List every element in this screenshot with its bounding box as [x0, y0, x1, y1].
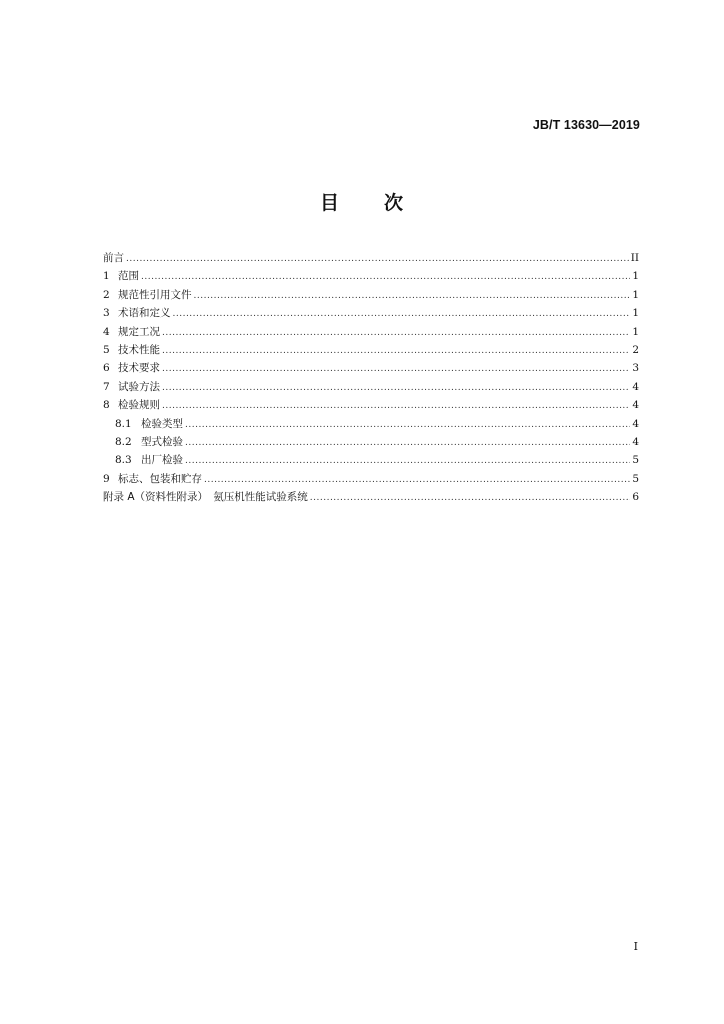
toc-entry-page: 2 — [632, 343, 639, 356]
toc-leader-dots — [162, 360, 630, 378]
toc-entry-1[interactable] — [103, 267, 639, 285]
toc-entry-page: 4 — [632, 435, 639, 448]
toc-entry-page: 3 — [632, 362, 639, 375]
toc-entry-number: 1 — [103, 270, 110, 283]
table-of-contents — [103, 249, 639, 506]
toc-entry-8-2[interactable] — [103, 433, 639, 451]
toc-entry-number: 2 — [103, 288, 110, 301]
toc-leader-dots — [141, 268, 630, 286]
toc-entry-number: 8 — [103, 399, 110, 412]
toc-entry-page: 1 — [632, 307, 639, 320]
toc-entry-page: 1 — [632, 325, 639, 338]
toc-entry-label: 术语和定义 — [118, 307, 171, 320]
toc-leader-dots — [162, 324, 630, 342]
toc-entry-page: 1 — [632, 288, 639, 301]
toc-entry-foreword[interactable] — [103, 249, 639, 267]
toc-entry-page: 1 — [632, 270, 639, 283]
toc-leader-dots — [310, 489, 631, 507]
toc-leader-dots — [162, 397, 630, 415]
toc-entry-6[interactable] — [103, 359, 639, 377]
toc-leader-dots — [185, 416, 630, 434]
toc-entry-page: 4 — [632, 417, 639, 430]
toc-leader-dots — [126, 250, 629, 268]
toc-entry-label: 规范性引用文件 — [118, 288, 192, 301]
toc-entry-appendix-a[interactable] — [103, 488, 639, 506]
toc-entry-label: 前言 — [103, 252, 124, 264]
toc-entry-label: 试验方法 — [118, 380, 160, 393]
toc-entry-number: 7 — [103, 380, 110, 393]
toc-entry-page: 5 — [632, 472, 639, 485]
toc-entry-label: 范围 — [118, 270, 139, 283]
toc-entry-number: 9 — [103, 472, 110, 485]
toc-entry-page: 6 — [632, 491, 639, 504]
toc-leader-dots — [162, 342, 630, 360]
toc-entry-5[interactable] — [103, 341, 639, 359]
toc-leader-dots — [185, 452, 630, 470]
toc-entry-3[interactable] — [103, 304, 639, 322]
toc-entry-label: 出厂检验 — [141, 454, 183, 467]
toc-entry-8[interactable] — [103, 396, 639, 414]
toc-leader-dots — [173, 305, 631, 323]
standard-number: JB/T 13630—2019 — [532, 118, 640, 132]
toc-entry-label: 技术性能 — [118, 343, 160, 356]
toc-entry-label: 检验类型 — [141, 417, 183, 430]
toc-leader-dots — [194, 287, 631, 305]
toc-leader-dots — [185, 434, 630, 452]
toc-entry-number: 4 — [103, 325, 110, 338]
toc-entry-page: 4 — [632, 380, 639, 393]
toc-entry-9[interactable] — [103, 470, 639, 488]
title-char-2: 次 — [384, 192, 405, 214]
toc-entry-number: 5 — [103, 343, 110, 356]
toc-entry-label: 附录 A（资料性附录） 氨压机性能试验系统 — [103, 491, 308, 504]
page-number: I — [633, 940, 638, 953]
toc-entry-7[interactable] — [103, 378, 639, 396]
toc-entry-page: 5 — [632, 454, 639, 467]
toc-entry-label: 规定工况 — [118, 325, 160, 338]
toc-entry-8-3[interactable] — [103, 451, 639, 469]
toc-entry-number: 6 — [103, 362, 110, 375]
toc-entry-2[interactable] — [103, 286, 639, 304]
toc-entry-label: 标志、包装和贮存 — [118, 472, 202, 485]
toc-entry-number: 8.1 — [115, 417, 132, 430]
toc-entry-label: 技术要求 — [118, 362, 160, 375]
toc-entry-label: 型式检验 — [141, 435, 183, 448]
toc-entry-page: 4 — [632, 399, 639, 412]
toc-entry-number: 8.3 — [115, 454, 132, 467]
toc-entry-label: 检验规则 — [118, 399, 160, 412]
toc-leader-dots — [204, 471, 630, 489]
toc-entry-8-1[interactable] — [103, 415, 639, 433]
toc-leader-dots — [162, 379, 630, 397]
toc-entry-page: II — [630, 252, 639, 264]
title-char-1: 目 — [319, 192, 340, 214]
toc-entry-4[interactable] — [103, 323, 639, 341]
toc-entry-number: 3 — [103, 307, 110, 320]
page-title — [0, 188, 724, 215]
toc-entry-number: 8.2 — [115, 435, 132, 448]
